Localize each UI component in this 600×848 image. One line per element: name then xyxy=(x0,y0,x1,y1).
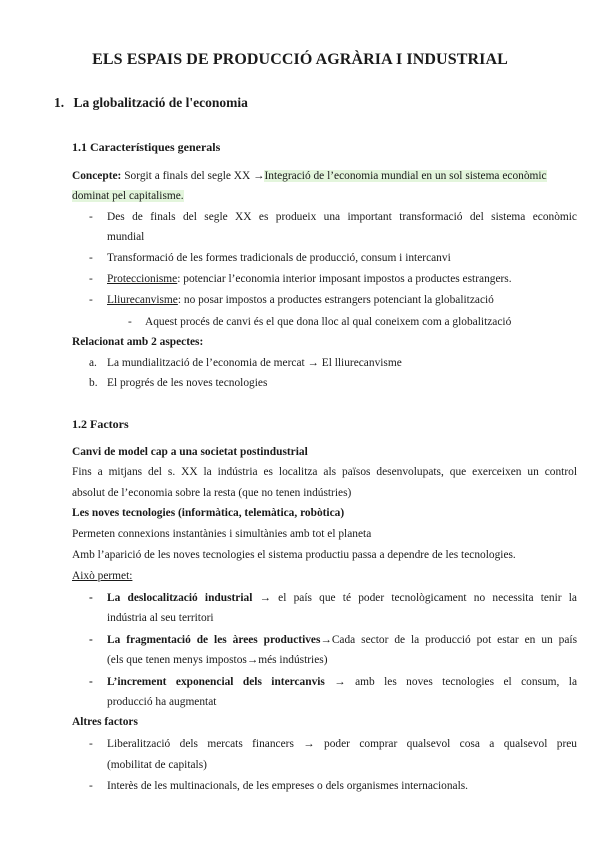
bullet-item xyxy=(107,290,494,310)
concept-line xyxy=(72,166,547,186)
bullet-text: : potenciar l’economia interior imposant impostos a productes estrangers. xyxy=(177,273,512,285)
bullet-item: Liberalització dels mercats financers → poder comprar qualsevol cosa a qualsevol preu xyxy=(107,738,577,750)
bullet-item: Transformació de les formes tradicionals de producció, consum i intercanvi xyxy=(107,252,451,264)
bullet-item-cont: indústria al seu territori xyxy=(107,612,214,624)
bullet-dash: - xyxy=(89,780,93,792)
bullet-item-cont: producció ha augmentat xyxy=(107,696,217,708)
list-item: El progrés de les noves tecnologies xyxy=(107,377,268,389)
tech-label: Les noves tecnologies (informàtica, telemàtica, robòtica) xyxy=(72,507,345,519)
bullet-text: → amb les noves tecnologies el consum, la xyxy=(324,676,577,688)
bullet-item: Des de finals del segle XX es produeix una important transformació del sistema econòmic xyxy=(107,211,577,223)
sub-bullet-item: Aquest procés de canvi és el que dona lloc al qual coneixem com a globalització xyxy=(145,316,512,328)
bullet-dash: - xyxy=(89,738,93,750)
bullet-bold: L’increment exponencial dels intercanvis xyxy=(107,676,325,688)
paragraph: Fins a mitjans del s. XX la indústria es localitza als països desenvolupats, que exerceixen un control xyxy=(72,466,577,478)
bullet-dash: - xyxy=(89,294,93,306)
section-title: La globalització de l'economia xyxy=(73,95,248,110)
bullet-item-cont: mundial xyxy=(107,231,145,243)
other-label: Altres factors xyxy=(72,716,138,728)
list-marker: a. xyxy=(89,357,97,369)
bullet-item xyxy=(107,630,577,650)
bullet-item: Interès de les multinacionals, de les empreses o dels organismes internacionals. xyxy=(107,780,469,792)
bullet-item xyxy=(107,672,577,692)
list-marker: b. xyxy=(89,377,98,389)
related-label: Relacionat amb 2 aspectes: xyxy=(72,336,204,348)
subsection-heading-1-2: 1.2 Factors xyxy=(72,417,129,431)
bullet-bold: La deslocalització industrial xyxy=(107,592,253,604)
bullet-item-cont: (els que tenen menys impostos→més indústries) xyxy=(107,654,328,666)
term-proteccionisme: Proteccionisme xyxy=(107,273,178,285)
concept-text: Sorgit a finals del segle XX → xyxy=(121,170,265,182)
sub-bullet-dash: - xyxy=(128,316,132,328)
bullet-dash: - xyxy=(89,273,93,285)
bullet-dash: - xyxy=(89,252,93,264)
bullet-text: : no posar impostos a productes estrangers potenciant la globalització xyxy=(177,294,494,306)
allows-label: Això permet: xyxy=(72,570,133,582)
bullet-dash: - xyxy=(89,211,93,223)
subsection-heading-1-1: 1.1 Característiques generals xyxy=(72,140,221,154)
bullet-item xyxy=(107,269,512,289)
bullet-item xyxy=(107,588,577,608)
section-number: 1. xyxy=(54,95,65,110)
concept-label: Concepte: xyxy=(72,170,122,182)
document-title: ELS ESPAIS DE PRODUCCIÓ AGRÀRIA I INDUSTRIAL xyxy=(92,51,508,68)
concept-highlight-cont: dominat pel capitalisme. xyxy=(72,190,184,202)
bullet-dash: - xyxy=(89,676,93,688)
change-label: Canvi de model cap a una societat postindustrial xyxy=(72,446,308,458)
bullet-bold: La fragmentació de les àrees productives xyxy=(107,634,321,646)
bullet-dash: - xyxy=(89,592,93,604)
paragraph-cont: absolut de l’economia sobre la resta (que no tenen indústries) xyxy=(72,487,352,499)
list-item: La mundialització de l’economia de mercat → El lliurecanvisme xyxy=(107,357,402,369)
concept-highlight: Integració de l’economia mundial en un sol sistema econòmic xyxy=(264,170,547,182)
section-heading-1 xyxy=(54,93,248,113)
bullet-text: →Cada sector de la producció pot estar en un país xyxy=(320,634,578,646)
bullet-dash: - xyxy=(89,634,93,646)
bullet-text: → el país que té poder tecnològicament no necessita tenir la xyxy=(252,592,577,604)
paragraph: Amb l’aparició de les noves tecnologies el sistema productiu passa a dependre de les tecnologies. xyxy=(72,549,516,561)
bullet-item-cont: (mobilitat de capitals) xyxy=(107,759,207,771)
concept-line-2 xyxy=(72,186,184,206)
term-lliurecanvisme: Lliurecanvisme xyxy=(107,294,178,306)
paragraph: Permeten connexions instantànies i simultànies amb tot el planeta xyxy=(72,528,372,540)
